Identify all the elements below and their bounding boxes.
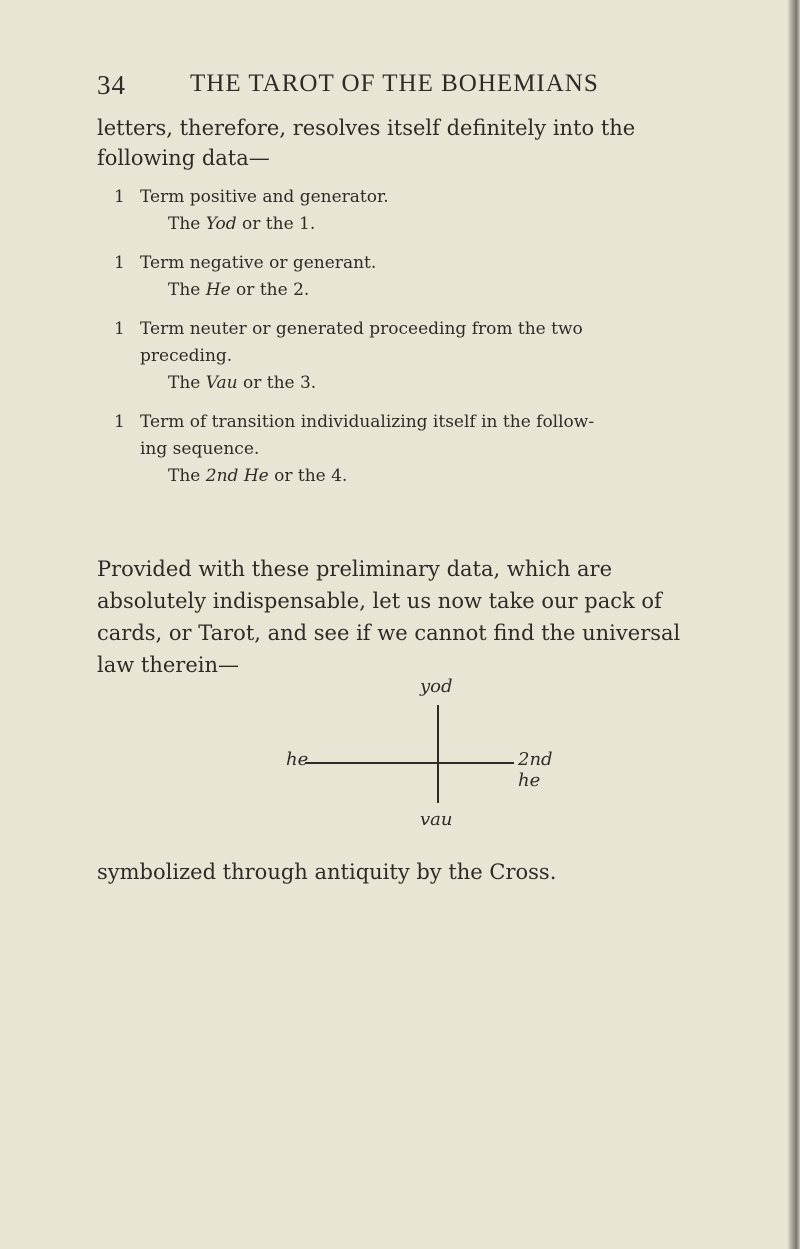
intro-paragraph [97,113,737,173]
term-number: 1 [114,253,125,273]
term-letter-line: The Yod or the 1. [168,214,316,234]
term-number: 1 [114,187,125,207]
cross-label-yod: yod [420,676,453,697]
term-letter-line: The Vau or the 3. [168,373,317,393]
provided-paragraph [97,553,757,681]
hebrew-letter: 2nd He [205,466,269,486]
page-number: 34 [97,70,126,100]
term-number: 1 [114,319,125,339]
paragraph-line: cards, or Tarot, and see if we cannot find the universal [97,621,681,645]
term-text-continued: preceding. [140,346,233,366]
cross-horizontal-line [305,762,514,764]
term-item [114,250,774,304]
cross-label-vau: vau [420,809,453,830]
term-letter-line: The 2nd He or the 4. [168,466,348,486]
paragraph-line: law therein— [97,653,239,677]
paragraph-line: Provided with these preliminary data, which are [97,557,613,581]
term-number: 1 [114,412,125,432]
term-item [114,409,774,490]
term-text: Term negative or generant. [140,253,377,273]
term-text: Term neuter or generated proceeding from the two [140,319,583,339]
intro-line: following data— [97,146,270,170]
page-edge [788,0,800,1249]
term-letter-line: The He or the 2. [168,280,310,300]
terms-list [114,184,774,502]
running-header [97,70,717,110]
cross-diagram [250,676,553,836]
cross-label-2nd-he: 2nd he [518,749,553,791]
term-text-continued: ing sequence. [140,439,260,459]
term-item [114,316,774,397]
paragraph-line: absolutely indispensable, let us now take our pack of [97,589,662,613]
hebrew-letter: Yod [205,214,237,234]
running-title: THE TAROT OF THE BOHEMIANS [190,70,599,97]
term-text: Term of transition individualizing itself in the follow- [140,412,595,432]
intro-line: letters, therefore, resolves itself definitely into the [97,116,636,140]
cross-vertical-line [437,705,439,803]
closing-line: symbolized through antiquity by the Cross. [97,860,557,884]
hebrew-letter: Vau [205,373,238,393]
hebrew-letter: He [205,280,231,300]
term-text: Term positive and generator. [140,187,389,207]
term-item [114,184,774,238]
cross-label-he: he [286,749,309,770]
